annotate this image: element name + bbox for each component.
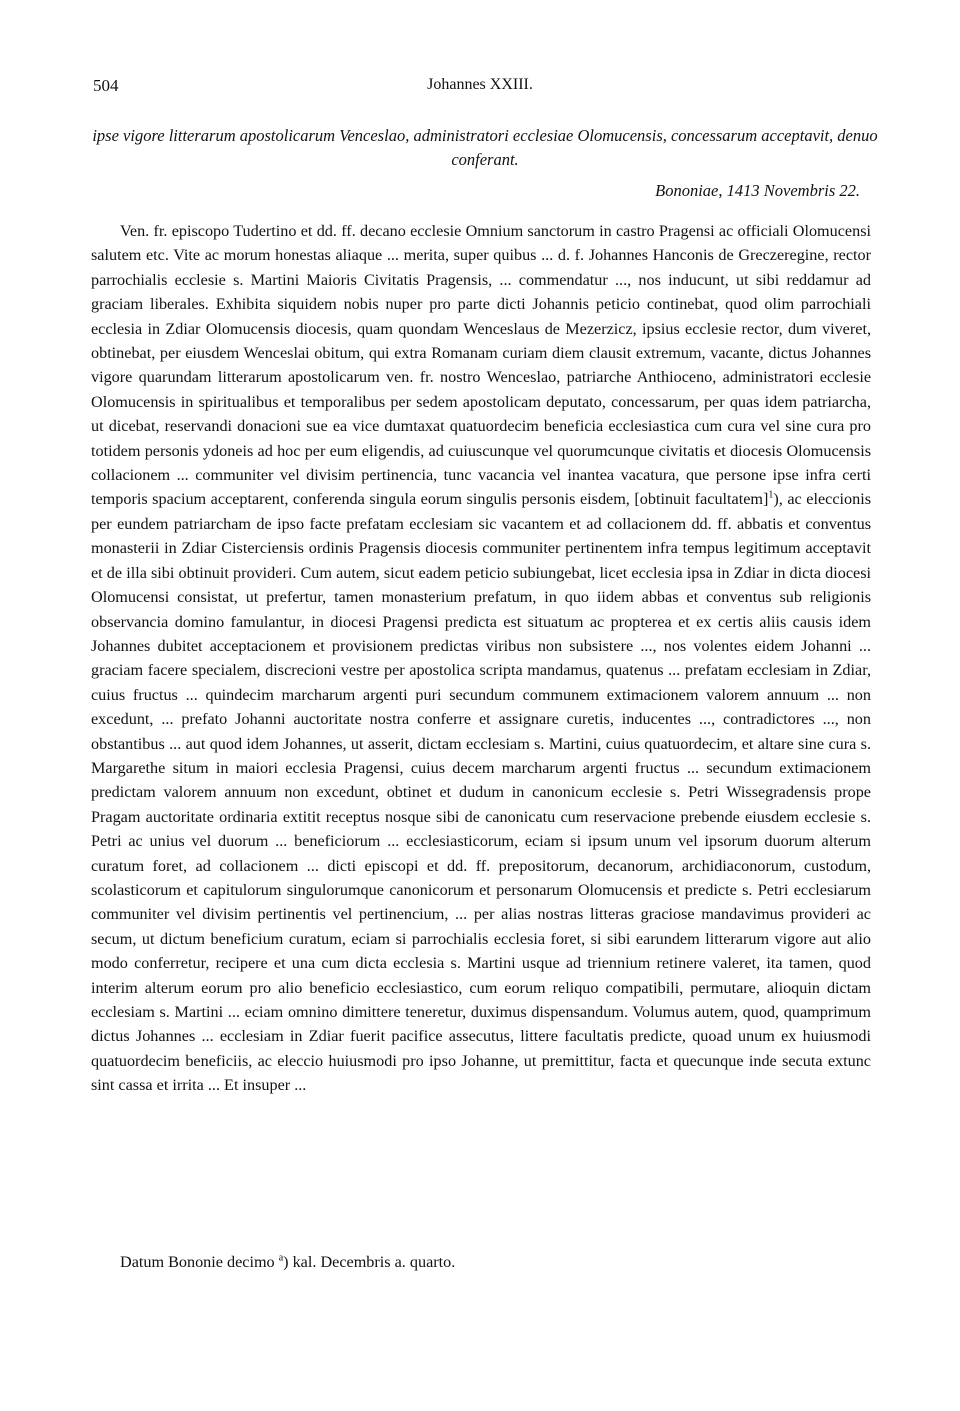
note-marker: a (278, 1252, 284, 1264)
footnote-reference: 1 (768, 490, 774, 502)
body-text-part-2: ), ac eleccionis per eundem patriarcham de ipso facte prefatam ecclesiam sic vacantem et ad collacionem dd. ff. abbatis et conventus monasterii in Zdiar Cisterciensis ordinis Pragensis diocesis communiter pertinentem infra tempus legitimum acceptavit et de illa sibi obtinuit provideri. Cum autem, sicut eadem peticio subiungebat, licet ecclesia ipsa in Zdiar in dicta diocesi Olomucensi consistat, ut prefertur, tamen monasterium prefatum, in quo iidem abbas et conventus sub religionis observancia domino famulantur, in diocesi Pragensi predicta est situatum ac propterea et ex certis aliis causis idem Johannes dubitet acceptacionem et provisionem predictas viribus non subsistere ..., nos volentes eidem Johanni ... graciam facere specialem, discrecioni vestre per apostolica scripta mandamus, quatenus ... prefatam ecclesiam in Zdiar, cuius fructus ... quindecim marcharum argenti puri secundum communem extimacionem valorem annuum ... non excedunt, ... prefato Johanni auctoritate nostra conferre et assignare curetis, inducentes ..., contradictores ..., non obstantibus ... aut quod idem Johannes, ut asserit, dictam ecclesiam s. Martini, cuius quatuordecim, et altare sine cura s. Margarethe situm in maiori ecclesia Pragensi, cuius decem marcharum argenti fructus ... secundum extimacionem predictam valorem annuum non excedunt, obtinet et dudum in canonicum ecclesie s. Petri Wissegradensis prope Pragam auctoritate ordinaria extitit receptus nosque sibi de canonicatu cum reservacione prebende eiusdem ecclesie s. Petri ac unius vel duorum ... beneficiorum ... ecclesiasticorum, eciam si ipsum unum vel ipsorum duorum alterum curatum foret, ad collacionem ... dicti episcopi et dd. ff. prepositorum, decanorum, archidiaconorum, custodum, scolasticorum et capitulorum singulorumque canonicorum et personarum Olomucensis et predicte s. Petri ecclesiarum communiter vel divisim pertinentis vel pertinencium, ... per alias nostras litteras graciose mandavimus provideri ac secum, ut dictum beneficium curatum, eciam si parrochialis ecclesia foret, si sibi earundem litterarum vigore aut alio modo conferretur, recipere et una cum dicta ecclesia s. Martini usque ad triennium retinere valeret, ita tamen, quod interim alterum eorum pro alio beneficio ecclesiastico, cum eorum reliquo compatibili, permutare, alioquin dictam ecclesiam s. Martini ... eciam omnino dimittere teneretur, duximus dispensandum. Volumus autem, quod, quamprimum dictus Johannes ... ecclesiam in Zdiar fuerit pacifice assecutus, littere facultatis predicte, quoad unum ex huiusmodi quatuordecim beneficiis, ac eleccio huiusmodi pro ipso Johanne, ut premittitur, facta et quecunque inde secuta extunc sint cassa et irrita ... Et insuper ... (91, 490, 871, 1095)
body-text-part-1: Ven. fr. episcopo Tudertino et dd. ff. decano ecclesie Omnium sanctorum in castro Pragensi ac officiali Olomucensi salutem etc. Vite ac morum honestas aliaque ... merita, super quibus ... d. f. Johannes Hanconis de Greczeregine, rector parrochialis ecclesie s. Martini Maioris Civitatis Pragensis, ... commendatur ..., nos inducunt, ut sibi reddamur ad graciam liberales. Exhibita siquidem nobis nuper pro parte dicti Johannis peticio continebat, quod olim parrochiali ecclesia in Zdiar Olomucensis diocesis, quam quondam Wenceslaus de Mezerzicz, ipsius ecclesie rector, dum viveret, obtinebat, per eiusdem Wenceslai obitum, qui extra Romanam curiam diem clausit extremum, vacante, dictus Johannes vigore quarundam litterarum apostolicarum ven. fr. nostro Wenceslao, patriarche Anthioceno, administratori ecclesie Olomucensis in spiritualibus et temporalibus per sedem apostolicam deputato, concessarum, per quas idem patriarcha, ut dicebat, reservandi donacioni sue ea vice dumtaxat quatuordecim beneficia ecclesiastica cum cura vel sine cura pro totidem personis ydoneis ad hoc per eum eligendis, ad cuiuscunque vel quorumcunque civitatis et diocesis Olomucensis collacionem ... communiter vel divisim pertinencia, tunc vacancia vel inantea vacatura, que persone ipse infra certi temporis spacium acceptarent, conferenda singula eorum singulis personis eisdem, [obtinuit facultatem] (91, 222, 871, 509)
document-heading: ipse vigore litterarum apostolicarum Venceslao, administratori ecclesiae Olomucensis, concessarum acceptavit, denuo conferant. (92, 126, 878, 169)
dating-text-after: ) kal. Decembris a. quarto. (283, 1253, 456, 1271)
running-head: Johannes XXIII. (427, 76, 533, 93)
dating-line (120, 1253, 455, 1272)
place-date: Bononiae, 1413 Novembris 22. (655, 181, 860, 200)
page-number: 504 (93, 76, 119, 95)
body-paragraph (91, 219, 871, 1098)
dating-text-before: Datum Bononie decimo (120, 1253, 279, 1271)
